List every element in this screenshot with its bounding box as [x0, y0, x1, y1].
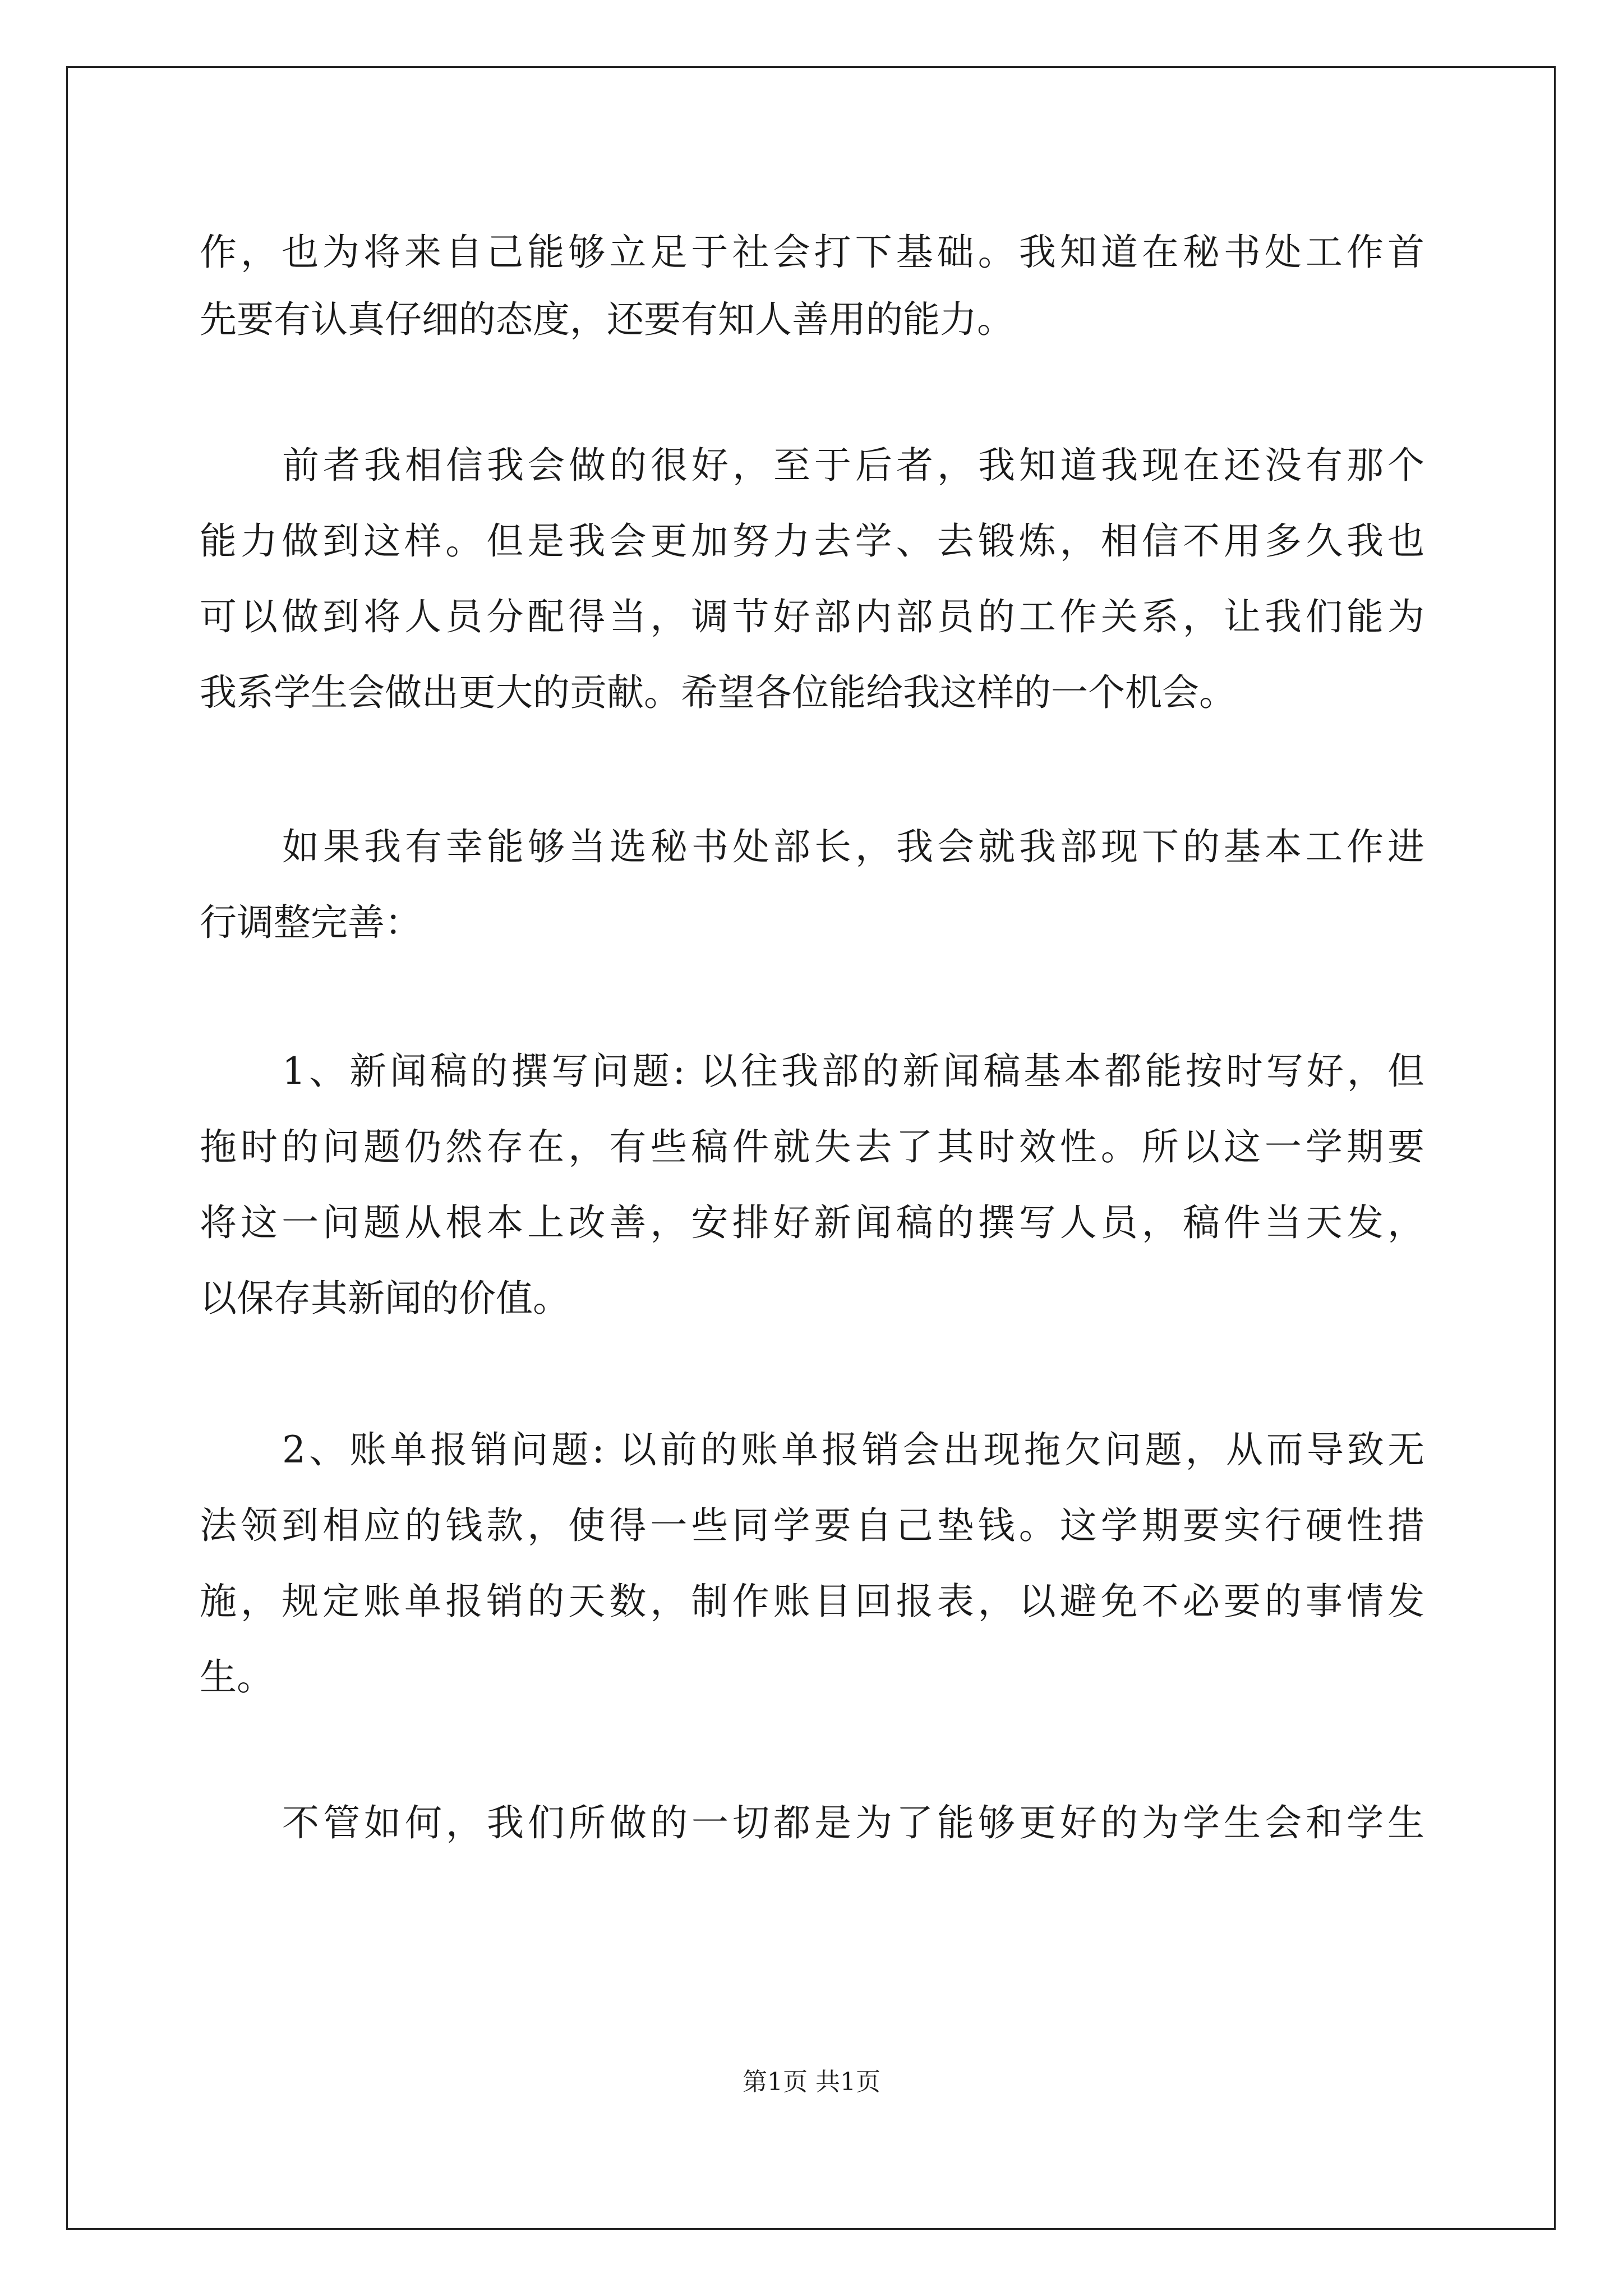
- text-line: 先要有认真仔细的态度，还要有知人善用的能力。: [200, 298, 1014, 341]
- paragraph-first-line: 2、账单报销问题: 以前的账单报销会出现拖欠问题，从而导致无: [282, 1428, 1424, 1471]
- text-line: 法领到相应的钱款，使得一些同学要自己垫钱。这学期要实行硬性措: [200, 1504, 1424, 1547]
- text-line: 拖时的问题仍然存在，有些稿件就失去了其时效性。所以这一学期要: [200, 1125, 1424, 1168]
- paragraph-first-line: 1、新闻稿的撰写问题: 以往我部的新闻稿基本都能按时写好，但: [282, 1050, 1424, 1093]
- text-line: 行调整完善：: [200, 901, 422, 944]
- text-line: 作，也为将来自己能够立足于社会打下基础。我知道在秘书处工作首: [200, 231, 1424, 274]
- text-line: 能力做到这样。但是我会更加努力去学、去锻炼，相信不用多久我也: [200, 519, 1424, 563]
- text-line: 生。: [200, 1655, 274, 1699]
- page-number-footer: 第1页 共1页: [743, 2068, 880, 2096]
- paragraph-first-line: 如果我有幸能够当选秘书处部长，我会就我部现下的基本工作进: [282, 825, 1424, 868]
- paragraph-first-line: 不管如何，我们所做的一切都是为了能够更好的为学生会和学生: [282, 1801, 1424, 1844]
- text-line: 施，规定账单报销的天数，制作账目回报表，以避免不必要的事情发: [200, 1580, 1424, 1623]
- text-line: 我系学生会做出更大的贡献。希望各位能给我这样的一个机会。: [200, 671, 1236, 714]
- paragraph-first-line: 前者我相信我会做的很好，至于后者，我知道我现在还没有那个: [282, 444, 1424, 487]
- text-line: 可以做到将人员分配得当，调节好部内部员的工作关系，让我们能为: [200, 595, 1424, 638]
- text-line: 将这一问题从根本上改善，安排好新闻稿的撰写人员，稿件当天发，: [200, 1201, 1424, 1244]
- text-line: 以保存其新闻的价值。: [200, 1277, 570, 1320]
